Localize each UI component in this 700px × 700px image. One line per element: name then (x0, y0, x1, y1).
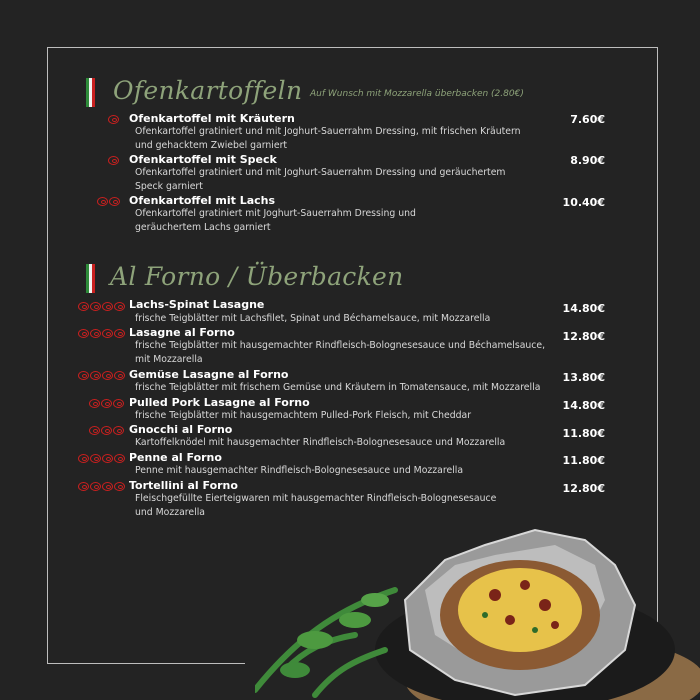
chili-rating (78, 300, 125, 312)
chili-icon (78, 454, 89, 463)
menu-item-price: 13.80€ (562, 371, 605, 384)
chili-icon (90, 482, 101, 491)
menu-item-name: Penne al Forno (129, 451, 222, 464)
chili-icon (109, 197, 120, 206)
chili-icon (113, 426, 124, 435)
menu-item-name: Lachs-Spinat Lasagne (129, 298, 265, 311)
chili-rating (89, 397, 124, 409)
chili-icon (102, 302, 113, 311)
chili-icon (114, 454, 125, 463)
chili-icon (114, 482, 125, 491)
section-note: Auf Wunsch mit Mozzarella überbacken (2.80€) (310, 89, 524, 99)
menu-item-desc: frische Teigblätter mit frischem Gemüse und Kräutern in Tomatensauce, mit Mozzarella (135, 382, 541, 393)
chili-rating (78, 369, 125, 381)
menu-item-desc: Kartoffelknödel mit hausgemachter Rindfleisch-Bolognesesauce und Mozzarella (135, 437, 506, 448)
chili-rating (78, 480, 125, 492)
chili-rating (108, 113, 119, 125)
menu-frame-bottom-edge (47, 663, 245, 664)
chili-rating (89, 424, 124, 436)
menu-item-price: 10.40€ (562, 196, 605, 209)
menu-item-name: Gemüse Lasagne al Forno (129, 368, 289, 381)
chili-rating (108, 154, 119, 166)
chili-icon (102, 482, 113, 491)
chili-rating (97, 195, 120, 207)
menu-item-desc: Ofenkartoffel gratiniert und mit Joghurt-Sauerrahm Dressing und geräuchertem Speck garniert (135, 167, 506, 192)
chili-icon (101, 399, 112, 408)
chili-icon (89, 426, 100, 435)
chili-icon (114, 302, 125, 311)
chili-rating (78, 452, 125, 464)
chili-icon (102, 371, 113, 380)
menu-item-name: Ofenkartoffel mit Lachs (129, 194, 276, 207)
chili-icon (102, 329, 113, 338)
chili-icon (108, 115, 119, 124)
chili-icon (90, 371, 101, 380)
menu-item-price: 14.80€ (562, 399, 605, 412)
chili-icon (114, 371, 125, 380)
chili-icon (113, 399, 124, 408)
menu-item-price: 8.90€ (570, 154, 605, 167)
menu-item-desc: frische Teigblätter mit hausgemachter Rindfleisch-Bolognesesauce und Béchamelsauce, mit Mozzarella (135, 340, 546, 365)
chili-icon (108, 156, 119, 165)
menu-item-name: Pulled Pork Lasagne al Forno (129, 396, 310, 409)
italian-flag-icon (86, 78, 95, 107)
italian-flag-icon (86, 264, 95, 293)
menu-item-desc: Penne mit hausgemachter Rindfleisch-Bolognesesauce und Mozzarella (135, 465, 464, 476)
chili-icon (101, 426, 112, 435)
chili-icon (90, 454, 101, 463)
menu-item-name: Ofenkartoffel mit Speck (129, 153, 277, 166)
menu-item-desc: Ofenkartoffel gratiniert mit Joghurt-Sauerrahm Dressing und geräuchertem Lachs garniert (135, 208, 416, 233)
chili-icon (89, 399, 100, 408)
chili-icon (78, 371, 89, 380)
menu-item-price: 12.80€ (562, 482, 605, 495)
menu-item-name: Ofenkartoffel mit Kräutern (129, 112, 295, 125)
chili-icon (78, 302, 89, 311)
chili-icon (78, 482, 89, 491)
section-title-ofenkartoffeln: Ofenkartoffeln (113, 76, 303, 105)
chili-icon (102, 454, 113, 463)
menu-item-name: Gnocchi al Forno (129, 423, 233, 436)
menu-item-price: 12.80€ (562, 330, 605, 343)
menu-item-price: 11.80€ (562, 454, 605, 467)
menu-item-desc: frische Teigblätter mit hausgemachtem Pulled-Pork Fleisch, mit Cheddar (135, 410, 472, 421)
menu-item-name: Lasagne al Forno (129, 326, 235, 339)
chili-icon (90, 329, 101, 338)
chili-rating (78, 327, 125, 339)
menu-item-desc: Fleischgefüllte Eierteigwaren mit hausgemachter Rindfleisch-Bolognesesauce und Mozzarella (135, 493, 497, 518)
baked-potato-photo (255, 520, 700, 700)
section-title-al-forno: Al Forno / Überbacken (110, 262, 404, 291)
chili-icon (114, 329, 125, 338)
menu-item-name: Tortellini al Forno (129, 479, 238, 492)
chili-icon (78, 329, 89, 338)
menu-item-price: 7.60€ (570, 113, 605, 126)
menu-item-desc: Ofenkartoffel gratiniert und mit Joghurt-Sauerrahm Dressing, mit frischen Kräutern und gehacktem Zwiebel garniert (135, 126, 521, 151)
menu-item-price: 14.80€ (562, 302, 605, 315)
menu-item-desc: frische Teigblätter mit Lachsfilet, Spinat und Béchamelsauce, mit Mozzarella (135, 313, 491, 324)
menu-item-price: 11.80€ (562, 427, 605, 440)
chili-icon (97, 197, 108, 206)
chili-icon (90, 302, 101, 311)
